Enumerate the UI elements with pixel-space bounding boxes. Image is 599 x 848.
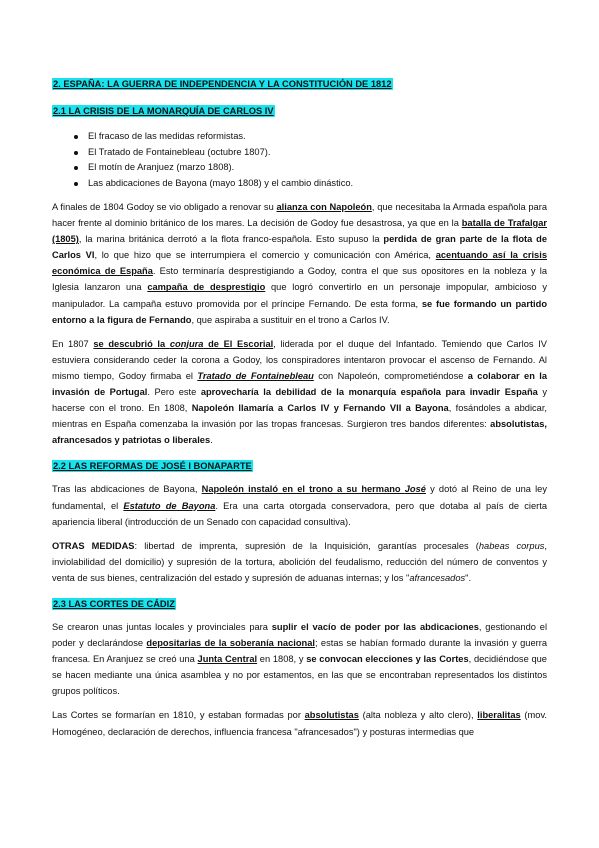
text-span: ".: [465, 572, 472, 583]
keyword: Estatuto de Bayona: [123, 500, 216, 511]
paragraph: [52, 481, 547, 529]
keyword: campaña de desprestigio: [147, 282, 266, 293]
main-heading-text: 2. ESPAÑA: LA GUERRA DE INDEPENDENCIA Y LA CONSTITUCIÓN DE 1812: [53, 79, 392, 89]
text-span: En 1807: [52, 338, 94, 349]
main-heading-block: [52, 74, 547, 92]
main-heading: [52, 78, 393, 90]
keyword: aprovecharía la debilidad de la monarquía española para invadir España: [200, 387, 538, 398]
text-span: . Era una carta otorgada conservadora, pero que dotaba al país de cierta apariencia liberal (introducción de un Senado con capacidad consultiva).: [52, 500, 547, 527]
bullet-icon: [74, 135, 78, 139]
text-span: Tras las abdicaciones de Bayona,: [52, 484, 202, 495]
text-span: , decidiéndose que se hacen mediante una única asamblea y no por estamentos, en las que se encontraban representados los distintos grupos políticos.: [52, 654, 547, 697]
italic-term: afrancesados: [409, 572, 466, 583]
bullet-icon: [74, 151, 78, 155]
keyword: liberalitas: [477, 710, 521, 721]
section-2-2-title-text: 2.2 LAS REFORMAS DE JOSÉ I BONAPARTE: [53, 461, 252, 472]
section-2-2: [52, 456, 547, 586]
text-span: ; estas se habían formado durante la invasión y guerra francesa. En Aranjuez se creó una: [52, 638, 548, 665]
text-span: , que necesitaba la Armada española para hacer frente al dominio británico de los mares. La decisión de Godoy fue desastrosa, ya que en la: [52, 202, 547, 229]
keyword-part: conjura: [169, 338, 204, 349]
bullet-icon: [74, 182, 78, 186]
text-span: con Napoleón, comprometiéndose: [313, 370, 468, 381]
keyword-part: José: [404, 484, 426, 495]
list-item: [52, 160, 547, 176]
keyword-part: Napoleón instaló en el trono a su hermano: [201, 484, 405, 495]
text-span: que logró convertirlo en un personaje impopular, ambicioso y manipulador. La campaña estuvo promovida por el príncipe Fernando. De esta forma,: [52, 282, 547, 309]
text-span: en 1808, y: [257, 654, 307, 665]
text-span: (alta nobleza y alto clero),: [358, 710, 478, 721]
list-item-text: El fracaso de las medidas reformistas.: [88, 131, 246, 141]
list-item-text: El Tratado de Fontainebleau (octubre 1807).: [88, 146, 271, 157]
keyword: Napoleón llamaría a Carlos IV y Fernando VII a Bayona: [191, 403, 449, 414]
section-2-3: [52, 594, 547, 740]
text-span: y hacerse con el trono. En 1808,: [52, 387, 548, 414]
keyword: se fue formando un partido entorno a la figura de Fernando: [52, 298, 547, 325]
text-span: , que aspiraba a sustituir en el trono a Carlos IV.: [191, 314, 390, 325]
text-span: Las Cortes se formarían en 1810, y estaban formadas por: [52, 710, 305, 721]
text-span: : libertad de imprenta, supresión de la Inquisición, garantías procesales (: [134, 540, 479, 551]
section-2-1: [52, 101, 547, 448]
keyword: a colaborar en la invasión de Portugal: [52, 370, 548, 398]
paragraph: [52, 619, 547, 699]
section-2-1-title: [52, 105, 275, 117]
section-2-3-title-text: 2.3 LAS CORTES DE CÁDIZ: [53, 598, 175, 609]
keyword: [93, 339, 273, 349]
list-item: [52, 129, 547, 145]
text-span: . Esto terminaría desprestigiando a Godoy, contra el que sus opositores en la nobleza y la Iglesia lanzaron una: [52, 266, 547, 293]
text-span: , lo que hizo que se interrumpiera el comercio y comunicación con América,: [94, 250, 436, 261]
keyword: se convocan elecciones y las Cortes: [306, 654, 469, 665]
bullet-list: [52, 129, 547, 191]
text-span: (mov. Homogéneo, declaración de derechos, influencia francesa "afrancesados") y posturas intermedias que: [52, 710, 547, 737]
text-span: , la marina británica derrotó a la flota franco-española. Esto supuso la: [78, 234, 384, 245]
section-2-1-title-text: 2.1 LA CRISIS DE LA MONARQUÍA DE CARLOS IV: [53, 106, 274, 116]
keyword: acentuando así la crisis económica de España: [52, 250, 547, 277]
keyword: absolutistas: [304, 710, 359, 721]
keyword-part: de El Escorial: [203, 338, 274, 349]
text-span: , inviolabilidad del domicilio) y supresión de la tortura, abolición del feudalismo, reducción del número de conventos y venta de sus bienes, centralización del estado y supresión de aduanas internas; y los ": [52, 540, 547, 583]
section-2-3-title: [52, 598, 176, 610]
paragraph: [52, 707, 547, 739]
list-item-text: Las abdicaciones de Bayona (mayo 1808) y el cambio dinástico.: [88, 177, 354, 188]
keyword-part: se descubrió la: [93, 338, 170, 349]
paragraph: [52, 336, 547, 449]
paragraph: [52, 538, 547, 586]
italic-term: habeas corpus: [478, 540, 545, 551]
keyword: alianza con Napoleón: [276, 202, 372, 212]
text-span: y dotó al Reino de una ley fundamental, el: [52, 484, 547, 511]
text-span: A finales de 1804 Godoy se vio obligado a renovar su: [52, 202, 277, 212]
section-2-2-title: [52, 460, 253, 472]
keyword: Junta Central: [197, 654, 258, 665]
list-item-text: El motín de Aranjuez (marzo 1808).: [88, 162, 235, 172]
keyword: batalla de Trafalgar (1805): [52, 218, 547, 245]
text-span: . Pero este: [147, 387, 201, 398]
bullet-icon: [74, 166, 78, 170]
paragraph: [52, 199, 547, 328]
keyword: Tratado de Fontainebleau: [197, 370, 314, 381]
keyword: absolutistas, afrancesados y patriotas o liberales: [52, 419, 547, 446]
keyword: depositarias de la soberanía nacional: [146, 638, 315, 649]
list-item: [52, 176, 547, 192]
keyword: suplir el vacío de poder por las abdicaciones: [271, 621, 479, 632]
text-span: , gestionando el poder y declarándose: [52, 621, 548, 649]
keyword: OTRAS MEDIDAS: [52, 540, 135, 551]
text-span: .: [210, 435, 213, 446]
list-item: [52, 145, 547, 161]
text-span: , fosándoles a abdicar, mientras en España comenzaba la invasión por las tropas francesas. Surgieron tres bandos diferentes:: [52, 403, 547, 430]
text-span: Se crearon unas juntas locales y provinciales para: [52, 621, 272, 632]
keyword: [202, 484, 426, 494]
keyword: perdida de gran parte de la flota de Carlos VI: [52, 234, 547, 261]
text-span: , liderada por el duque del Infantado. Temiendo que Carlos IV estuviera considerando ceder la corona a Godoy, los conspiradores intentaron provocar el ascenso de Fernando. Al mismo tiempo, Godoy firmaba el: [52, 338, 547, 381]
